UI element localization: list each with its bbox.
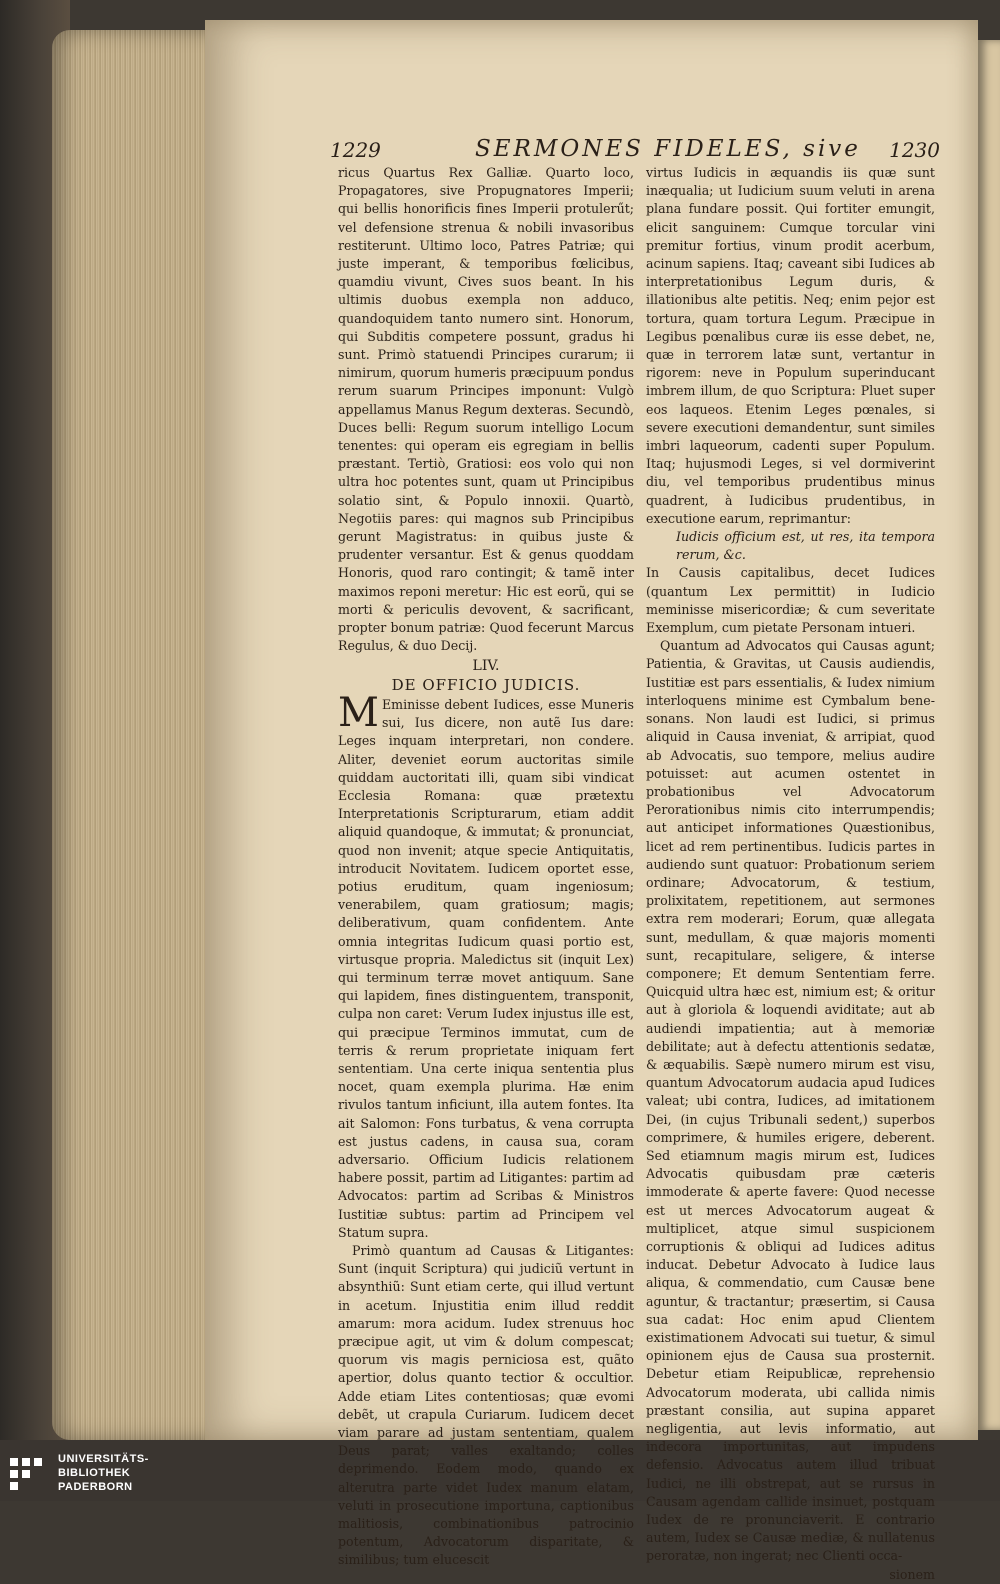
- paragraph: Primò quantum ad Causas & Litigantes: Sunt (inquit Scriptura) qui judiciũ vertunt in absynthiũ: Sunt etiam certe, qui illud vertunt in acetum. Injustitia enim illud reddit amarum: mora acidum. Iudex strenuus hoc præcipue agit, ut vim & dolum compescat; quorum vis magis perniciosa est, quãto apertior, dolus quanto tectior & occultior. Adde etiam Lites contentiosas; quæ evomi debẽt, ut crapula Curiarum. Iudicem decet viam parare ad justam sententiam, qualem Deus parat; valles exaltando; colles deprimendo. Eodem modo, quando ex alterutra parte videt Iudex manum elatam, veluti in prosecutione importuna, captionibus malitiosis, combinationibus patrocinio potentum, Advocatorum disparitate, & similibus; tum elucescit: [338, 1242, 634, 1568]
- paragraph: virtus Iudicis in æquandis iis quæ sunt inæqualia; ut Iudicium suum veluti in arena plana fundare possit. Qui fortiter emungit, elicit sanguinem: Cumque torcular vini premitur fortius, vinum prodit acerbum, acinum sapiens. Itaq; caveant sibi Iudices ab interpretationibus Legum duris, & illationibus alte petitis. Neq; enim pejor est tortura, quam tortura Legum. Præcipue in Legibus pœnalibus curæ iis esse debet, ne, quæ in terrorem latæ sunt, vertantur in rigorem: neve in Populum superinducant imbrem illum, de quo Scriptura: Pluet super eos laqueos. Etenim Leges pœnales, si severe executioni demandentur, sunt similes imbri laqueorum, cadenti super Populum. Itaq; hujusmodi Leges, si vel dormiverint diu, vel temporibus prudentibus minus quadrent, à Iudicibus prudentibus, in executione earum, reprimantur:: [646, 165, 935, 526]
- verse-quote: Iudicis officium est, ut res, ita tempora rerum, &c.: [676, 529, 935, 563]
- library-emblem-icon: [8, 1454, 48, 1494]
- page-number-left: 1229: [330, 138, 381, 162]
- facing-page-edge: [978, 40, 1000, 1430]
- section-number: LIV.: [472, 658, 500, 675]
- text-column-right: [646, 164, 935, 1584]
- paragraph: In Causis capitalibus, decet Iudices (quantum Lex permittit) in Iudicio meminisse misericordiæ; & cum severitate Exemplum, cum pietate Personam intueri.: [646, 565, 935, 636]
- library-logo: [8, 1450, 168, 1496]
- paragraph: Quantum ad Advocatos qui Causas agunt; Patientia, & Gravitas, ut Causis audiendis, Iustitiæ est pars essentialis, & Iudex nimium interloquens minime est Cymbalum bene-sonans. Non laudi est Iudici, si primus aliquid in Causa inveniat, & arripiat, quod ab Advocatis, suo tempore, melius audire potuisset: aut acumen ostentet in probationibus vel Advocatorum Perorationibus nimis cito interrumpendis; aut anticipet informationes Quæstionibus, licet ad rem pertinentibus. Iudicis partes in audiendo sunt quatuor: Probationum seriem ordinare; Advocatorum, & testium, prolixitatem, repetitionem, aut sermones extra rem moderari; Eorum, quæ allegata sunt, medullam, & quæ majoris momenti sunt, recapitulare, seligere, & interse componere; Et demum Sententiam ferre. Quicquid ultra hæc est, nimium est; & oritur aut à gloriola & loquendi aviditate; aut ab audiendi impatientia; aut à memoriæ debilitate; aut à defectu attentionis sedatæ, & æquabilis. Sæpè numero mirum est visu, quantum Advocatorum audacia apud Iudices valeat; ubi contra, Iudices, ad imitationem Dei, (in cujus Tribunali sedent,) superbos comprimere, & humiles erigere, deberent. Sed etiamnum magis mirum est, Iudices Advocatis quibusdam præ cæteris immoderate & aperte favere: Quod necesse est ut merces Advocatorum augeat & multiplicet, atque simul suspicionem corruptionis & obliqui ad Iudices aditus inducat. Debetur Advocato à Iudice laus aliqua, & commendatio, cum Causæ bene aguntur, & tractantur; præsertim, si Causa sua cadat: Hoc enim apud Clientem existimationem Advocati sui tuetur, & simul opinionem ejus de Causa sua prosternit. Debetur etiam Reipublicæ, reprehensio Advocatorum moderata, ubi callida nimis præstant consilia, aut supina apparet negligentia, aut levis informatio, aut indecora importunitas, aut impudens defensio. Advocatus autem illud tribuat Iudici, ne illi obstrepat, aut se rursus in Causam agendam callide insinuet, postquam Iudex de re pronunciaverit. E contrario autem, Iudex se Causæ mediæ, & nullatenus peroratæ, non ingerat; nec Clienti occa-: [646, 638, 935, 1564]
- drop-capital: M: [338, 689, 379, 736]
- text-column-left: [338, 164, 634, 1570]
- section-title: DE OFFICIO JUDICIS.: [391, 675, 581, 694]
- paragraph-text: Eminisse debent Iudices, esse Muneris sui, Ius dicere, non autẽ Ius dare: Leges inquam interpretari, non condere. Aliter, deveniet eorum auctoritas simile quiddam auctoritati illi, quam sibi vindicat Ecclesia Romana: quæ prætextu Interpretationis Scripturarum, etiam addit aliquid quandoque, & immutat; & pronunciat, quod non invenit; atque specie Antiquitatis, introducit Novitatem. Iudicem oportet esse, potius eruditum, quam ingeniosum; venerabilem, quam gratiosum; magis; deliberativum, quam confidentem. Ante omnia integritas Iudicum quasi portio est, virtusque propria. Maledictus sit (inquit Lex) qui terminum terræ movet antiquum. Sane qui lapidem, fines distinguentem, transponit, culpa non caret: Verum Iudex injustus ille est, qui præcipue Terminos immutat, cum de terris & rerum proprietate iniquam fert sententiam. Una certe iniqua sententia plus nocet, quam exempla plurima. Hæ enim rivulos tantum inficiunt, illa autem fontes. Ita ait Salomon: Fons turbatus, & vena corrupta est justus cadens, in causa sua, coram adversario. Officium Iudicis relationem habere possit, partim ad Litigantes: partim ad Advocatos: partim ad Scribas & Ministros Iustitiæ subtus: partim ad Principem vel Statum supra.: [338, 696, 634, 1240]
- paragraph: ricus Quartus Rex Galliæ. Quarto loco, Propagatores, sive Propugnatores Imperii; qui bellis honorificis fines Imperii protulerűt; vel defensione strenua & nobili invasoribus restiterunt. Ultimo loco, Patres Patriæ; qui juste imperant, & temporibus fœlicibus, quamdiu vivunt, Cives suos beant. In his ultimis duobus exempla non adduco, quandoquidem tanto numero sint. Honorum, qui Subditis competere possunt, gradus hi sunt. Primò statuendi Principes curarum; ii nimirum, quorum humeris præcipuum pondus rerum suarum Principes imponunt: Vulgò appellamus Manus Regum dexteras. Secundò, Duces belli: Regum suorum intelligo Locum tenentes: qui operam eis egregiam in bellis præstant. Tertiò, Gratiosi: eos volo qui non ultra hoc potentes sunt, quam ut Principibus solatio sint, & Populo innoxii. Quartò, Negotiis pares: qui magnos sub Principibus gerunt Magistratus: in quibus juste & prudenter versantur. Est & genus quoddam Honoris, quod raro contingit; & tamẽ inter maximos reponi meretur: Hic est eorũ, qui se morti & periculis devovent, & sacrificant, propter bonum patriæ: Quod fecerunt Marcus Regulus, & duo Decij.: [338, 165, 634, 654]
- library-name: UNIVERSITÄTS- BIBLIOTHEK PADERBORN: [58, 1453, 149, 1493]
- catchword: sionem: [889, 1566, 935, 1582]
- page-number-right: 1230: [889, 138, 940, 162]
- paragraph-with-dropcap: [338, 689, 634, 1242]
- running-title: SERMONES FIDELES, sive: [475, 136, 861, 162]
